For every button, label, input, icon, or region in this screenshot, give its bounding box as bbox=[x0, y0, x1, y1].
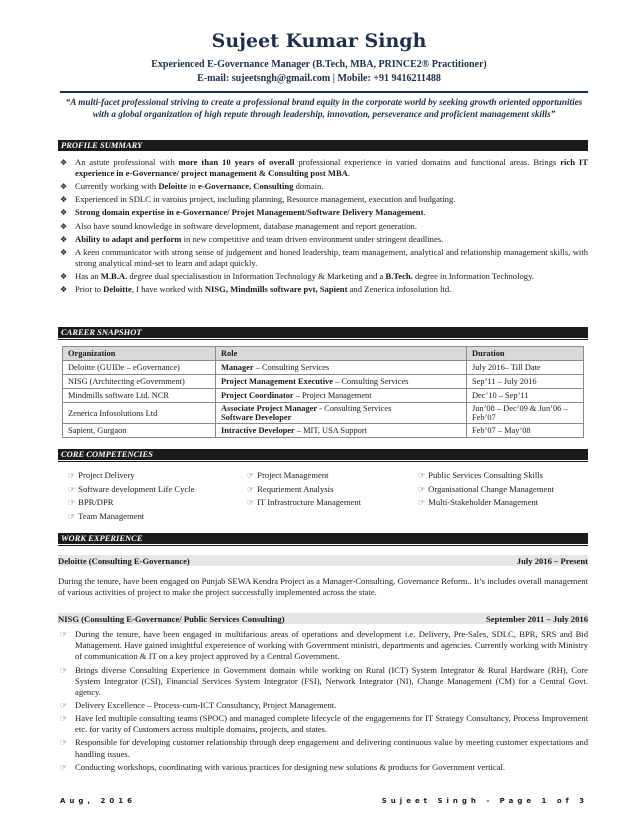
competency-item bbox=[418, 483, 554, 497]
cell-organization: Zenerica Infosolutions Ltd bbox=[63, 403, 216, 424]
competency-item bbox=[247, 469, 329, 483]
footer-date: Aug, 2016 bbox=[60, 797, 136, 805]
candidate-name: Sujeet Kumar Singh bbox=[211, 30, 427, 52]
job-title: NISG (Consulting E-Governance/ Public Services Consulting) bbox=[58, 614, 285, 624]
competency-label: Multi-Stakeholder Management bbox=[428, 497, 539, 508]
nisg-responsibilities bbox=[58, 629, 588, 775]
headline: Experienced E-Governance Manager (B.Tech, MBA, PRINCE2® Practitioner) bbox=[151, 59, 487, 70]
cell-role bbox=[216, 389, 467, 403]
cell-organization: Sapient, Gurgaon bbox=[63, 424, 216, 438]
pointing-hand-icon: ☞ bbox=[60, 630, 68, 639]
responsibility-item bbox=[58, 700, 588, 711]
competency-item bbox=[418, 496, 538, 510]
cell-role bbox=[216, 375, 467, 389]
role-title: Project Coordinator bbox=[221, 391, 294, 400]
cell-duration: July 2016– Till Date bbox=[467, 361, 584, 375]
pointing-hand-icon: ☞ bbox=[68, 498, 76, 508]
section-profile-summary: PROFILE SUMMARY bbox=[58, 140, 588, 151]
pointing-hand-icon: ☞ bbox=[60, 738, 68, 748]
profile-text: Experienced in SDLC in varoius project, including planning, Resource management, execution and budgating. bbox=[75, 194, 456, 205]
job-deloitte bbox=[58, 556, 588, 566]
profile-text: M.B.A. bbox=[100, 271, 128, 282]
profile-text: and Zenerica infosolution ltd. bbox=[347, 284, 452, 295]
pointing-hand-icon: ☞ bbox=[68, 484, 76, 494]
cell-duration: Sep’11 – July 2016 bbox=[467, 375, 584, 389]
cell-organization: Deloitte (GUIDe – eGovernance) bbox=[63, 361, 216, 375]
diamond-bullet-icon: ❖ bbox=[60, 234, 68, 244]
responsibility-text: Brings diverse Consulting Experience in Government domain while working on Rural (ICT) System Integrator & Rural Hardware (RH), Core System Integrator (CSI), Financial Services System Integrator (FSI), Network Integrator (NI), Change Management (CM) for a Central Govt. agency. bbox=[75, 664, 588, 697]
role-title: Manager bbox=[221, 363, 254, 372]
job-date: July 2016 – Present bbox=[516, 556, 588, 566]
profile-item bbox=[58, 271, 588, 282]
pointing-hand-icon: ☞ bbox=[247, 498, 255, 508]
profile-text: . bbox=[347, 168, 351, 179]
col-duration: Duration bbox=[467, 347, 584, 361]
responsibility-item bbox=[58, 762, 588, 773]
pointing-hand-icon: ☞ bbox=[247, 471, 255, 480]
cell-duration: Dec’10 – Sep’11 bbox=[467, 389, 584, 403]
profile-text: domain. bbox=[293, 181, 324, 192]
diamond-bullet-icon: ❖ bbox=[60, 182, 68, 192]
profile-item bbox=[58, 194, 588, 205]
profile-text: A keen communicator with strong sense of judgement and honed leadership, team management, analytical and relationship management skills, with strong analytical mind-set to learn and adapt quickly. bbox=[75, 246, 588, 268]
competency-label: Software development Life Cycle bbox=[78, 483, 195, 494]
competency-label: IT Infrastructure Management bbox=[257, 497, 362, 508]
profile-text: professional experience in varied domains and functional areas. Brings bbox=[294, 157, 561, 167]
profile-text: in bbox=[186, 181, 198, 192]
competency-item bbox=[68, 510, 144, 524]
profile-text: . bbox=[423, 207, 426, 218]
responsibility-text: Delivery Excellence – Process-cum-ICT Consultancy, Project Management. bbox=[75, 700, 337, 710]
cell-organization: Mindmills software Ltd. NCR bbox=[63, 389, 216, 403]
col-organization: Organization bbox=[63, 347, 216, 361]
profile-text: NISG, Mindmills software pvt, Sapient bbox=[204, 284, 348, 295]
career-header-row bbox=[63, 347, 584, 361]
responsibility-text: Conducting workshops, coordinating with various practices for designing new solutions & products for Government vertical. bbox=[75, 761, 506, 772]
competency-item bbox=[247, 496, 361, 510]
profile-text: Ability to adapt and perform bbox=[75, 233, 182, 244]
diamond-bullet-icon: ❖ bbox=[60, 285, 68, 295]
diamond-bullet-icon: ❖ bbox=[60, 158, 68, 167]
responsibility-text: Responsible for developing customer relationship through deep engagement and delivering continuous value by meeting customer expectations and handling issues. bbox=[75, 737, 588, 759]
job-description: During the tenure, have been engaged on Punjab SEWA Kendra Project as a Manager-Consulting, Governance Reform.. It’s includes overall management of various activities of project to make the project successfully implemented across the state. bbox=[58, 576, 588, 597]
competency-label: Team Management bbox=[78, 511, 145, 522]
pointing-hand-icon: ☞ bbox=[247, 484, 255, 494]
cell-duration: Jun’08 – Dec’09 & Jun’06 – Feb’07 bbox=[467, 403, 584, 424]
objective-quote: “A multi-facet professional striving to create a professional brand equity in the corporate world by seeking growth oriented opportunities with a global organization of high repute through leadership, innovation, perseverance and proficient management skills” bbox=[65, 97, 583, 119]
role-detail: - Consulting Services bbox=[317, 404, 392, 413]
cell-organization: NISG (Architecting eGovernment) bbox=[63, 375, 216, 389]
section-rule bbox=[58, 461, 588, 462]
cell-role bbox=[216, 403, 467, 424]
profile-item bbox=[58, 247, 588, 269]
job-date: September 2011 – July 2016 bbox=[485, 614, 588, 624]
career-row bbox=[63, 361, 584, 375]
profile-text: e-Governance, Consulting bbox=[197, 181, 294, 192]
competency-item bbox=[418, 469, 543, 483]
pointing-hand-icon: ☞ bbox=[60, 665, 68, 675]
job-title: Deloitte (Consulting E-Governance) bbox=[58, 556, 190, 566]
profile-text: , I have worked with bbox=[131, 284, 205, 295]
competency-label: Requriement Analysis bbox=[257, 483, 334, 494]
pointing-hand-icon: ☞ bbox=[418, 471, 426, 480]
career-row bbox=[63, 424, 584, 438]
competency-label: Organisational Change Management bbox=[428, 483, 555, 494]
footer-page: Sujeet Singh - Page 1 of 3 bbox=[381, 797, 588, 805]
profile-text: degree dual specialisastion in Information Technology & Marketing and a bbox=[127, 271, 386, 282]
responsibility-item bbox=[58, 737, 588, 759]
profile-item bbox=[58, 207, 588, 218]
diamond-bullet-icon: ❖ bbox=[60, 221, 68, 231]
profile-text: degree in Information Technology. bbox=[412, 271, 534, 282]
role-detail: – Consulting Services bbox=[253, 363, 330, 372]
role-title: Associate Project Manager bbox=[221, 404, 318, 413]
job-nisg bbox=[58, 614, 588, 624]
profile-list bbox=[58, 157, 588, 297]
diamond-bullet-icon: ❖ bbox=[60, 208, 68, 218]
competency-label: Project Delivery bbox=[78, 470, 135, 480]
profile-text: rich IT experience in e-Governance/ project management & Consulting post MBA bbox=[75, 157, 588, 179]
pointing-hand-icon: ☞ bbox=[418, 484, 426, 494]
cell-role bbox=[216, 361, 467, 375]
role-detail: – Project Management bbox=[293, 391, 372, 400]
profile-item bbox=[58, 181, 588, 192]
role-title: Project Management Executive bbox=[221, 377, 333, 386]
responsibility-item bbox=[58, 713, 588, 735]
profile-text: B.Tech. bbox=[385, 271, 413, 282]
responsibility-item bbox=[58, 629, 588, 663]
role-detail: – Consulting Services bbox=[332, 377, 409, 386]
competency-item bbox=[68, 496, 114, 510]
career-row bbox=[63, 403, 584, 424]
section-rule bbox=[58, 339, 588, 340]
col-role: Role bbox=[216, 347, 467, 361]
profile-text: in new competitive and team driven environment under stringent deadlines. bbox=[181, 233, 444, 244]
career-row bbox=[63, 389, 584, 403]
profile-text: Strong domain expertise in e-Governance/ Projet Management/Software Delivery Management bbox=[75, 207, 424, 218]
competency-item bbox=[68, 483, 194, 497]
competency-label: BPR/DPR bbox=[78, 497, 114, 508]
profile-item bbox=[58, 221, 588, 232]
profile-text: Deloitte bbox=[158, 181, 187, 192]
cell-duration: Feb’07 – May’08 bbox=[467, 424, 584, 438]
cell-role bbox=[216, 424, 467, 438]
profile-item bbox=[58, 284, 588, 295]
career-row bbox=[63, 375, 584, 389]
diamond-bullet-icon: ❖ bbox=[60, 272, 68, 282]
pointing-hand-icon: ☞ bbox=[418, 498, 426, 508]
pointing-hand-icon: ☞ bbox=[60, 701, 68, 710]
competency-label: Public Services Consulting Skills bbox=[428, 470, 543, 480]
section-rule bbox=[58, 545, 588, 546]
profile-text: Currently working with bbox=[75, 181, 159, 192]
responsibility-text: During the tenure, have been engaged in multifarious areas of operations and development i.e. Delivery, Pre-Sales, SDLC, BPR, SRS and Bid Management. Have gained insightful expereience of working with Government ministri, departments and agencies. Currently working with Ministry of communication & IT on a key project approved by a Central Government. bbox=[75, 629, 588, 662]
competency-item bbox=[247, 483, 333, 497]
role-detail: – MIT, USA Support bbox=[294, 426, 367, 435]
competency-label: Project Management bbox=[257, 470, 329, 480]
profile-text: Also have sound knowledge in software development, database management and report generation. bbox=[75, 220, 417, 231]
pointing-hand-icon: ☞ bbox=[68, 512, 76, 522]
pointing-hand-icon: ☞ bbox=[68, 471, 76, 480]
pointing-hand-icon: ☞ bbox=[60, 762, 68, 772]
section-work-experience: WORK EXPERIENCE bbox=[58, 533, 588, 544]
contact-line: E-mail: sujeetsngh@gmail.com | Mobile: +91 9416211488 bbox=[197, 73, 441, 84]
competency-item bbox=[68, 469, 135, 483]
section-career-snapshot: CAREER SNAPSHOT bbox=[58, 327, 588, 338]
profile-text: Has an bbox=[75, 271, 101, 282]
header-rule bbox=[60, 91, 588, 93]
pointing-hand-icon: ☞ bbox=[60, 714, 68, 724]
profile-text: Prior to bbox=[75, 284, 104, 295]
profile-item bbox=[58, 157, 588, 179]
profile-text: An astute professional with bbox=[75, 157, 179, 167]
profile-text: Deloitte bbox=[103, 284, 132, 295]
diamond-bullet-icon: ❖ bbox=[60, 247, 68, 257]
role-title: Software Developer bbox=[221, 413, 292, 422]
diamond-bullet-icon: ❖ bbox=[60, 195, 68, 205]
role-title: Intractive Developer bbox=[221, 426, 295, 435]
career-table bbox=[62, 346, 584, 438]
responsibility-text: Have led multiple consulting teams (SPOC) and managed complete lifecycle of the engagements for IT Strategy Consultancy, Process Improvement etc. for varity of Customers across multiple domains, projects, and states. bbox=[75, 713, 588, 735]
profile-item bbox=[58, 234, 588, 245]
profile-text: more than 10 years of overall bbox=[178, 157, 295, 167]
responsibility-item bbox=[58, 665, 588, 699]
section-core-competencies: CORE COMPETENCIES bbox=[58, 449, 588, 460]
